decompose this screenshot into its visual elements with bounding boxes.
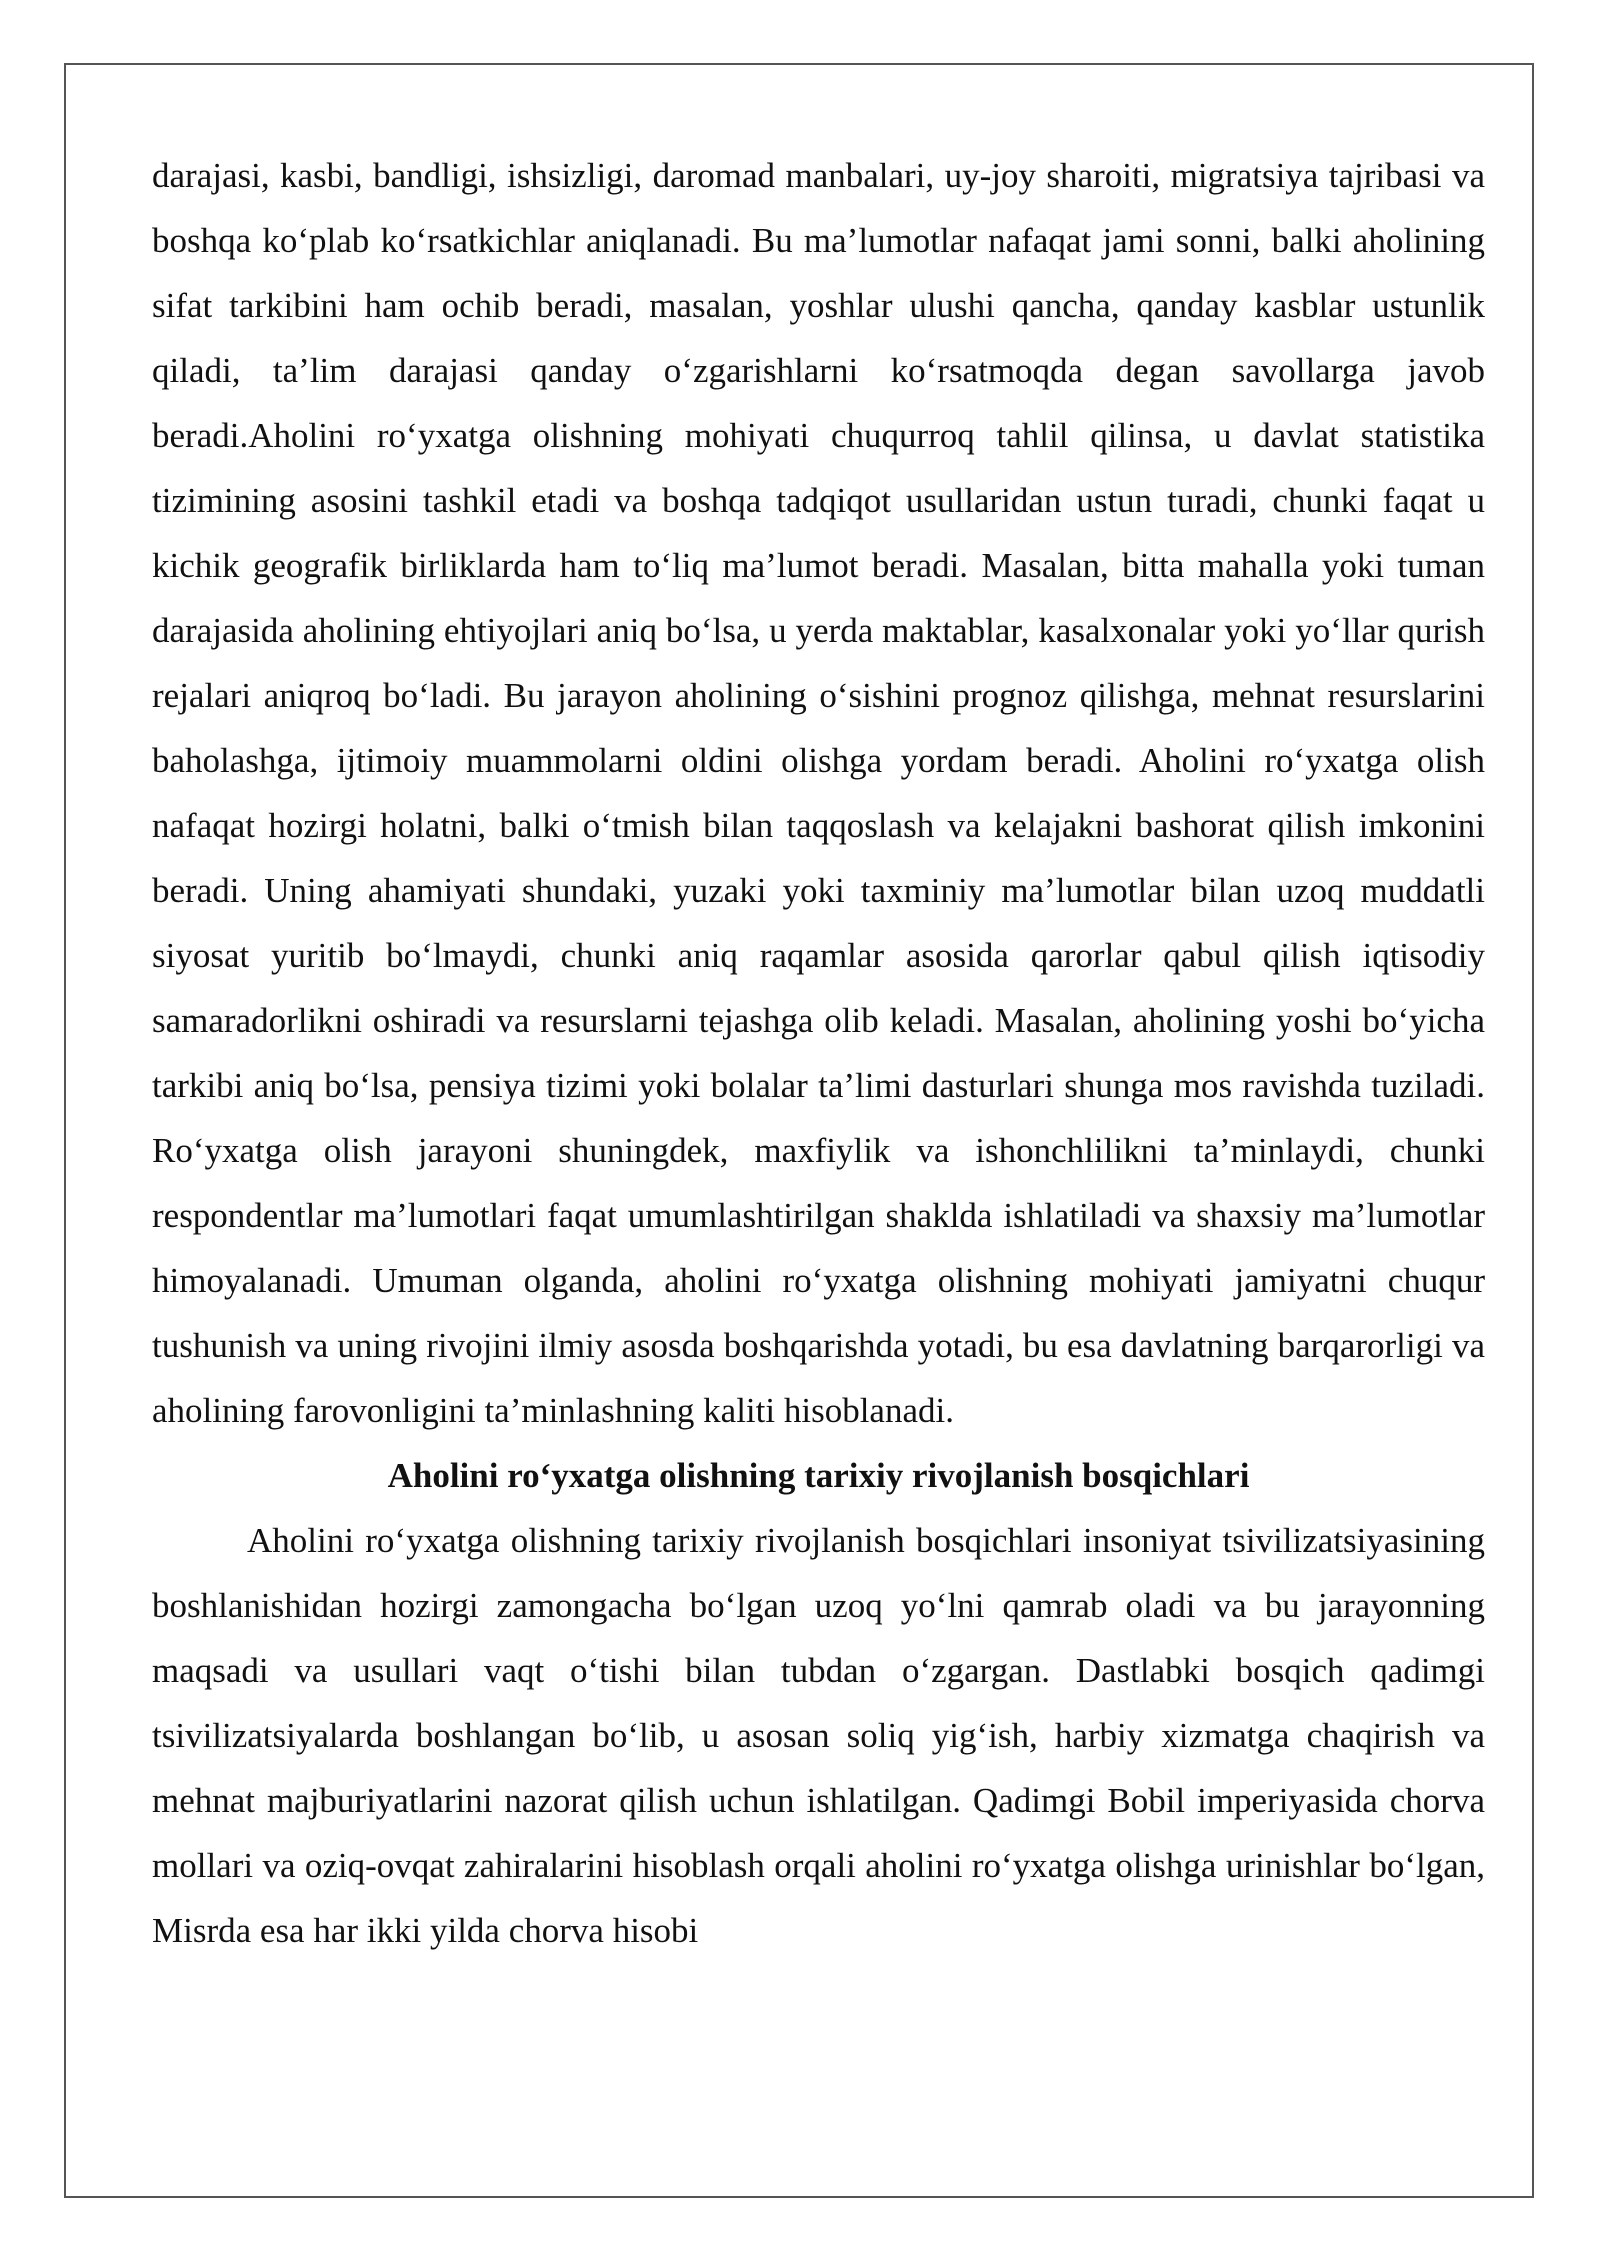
section-heading: Aholini ro‘yxatga olishning tarixiy rivojlanish bosqichlari	[387, 1456, 1250, 1495]
document-body	[152, 143, 1485, 1963]
body-paragraph: darajasi, kasbi, bandligi, ishsizligi, daromad manbalari, uy-joy sharoiti, migratsiya tajribasi va boshqa ko‘plab ko‘rsatkichlar aniqlanadi. Bu ma’lumotlar nafaqat jami sonni, balki aholining sifat tarkibini ham ochib beradi, masalan, yoshlar ulushi qancha, qanday kasblar ustunlik qiladi, ta’lim darajasi qanday o‘zgarishlarni ko‘rsatmoqda degan savollarga javob beradi.Aholini ro‘yxatga olishning mohiyati chuqurroq tahlil qilinsa, u davlat statistika tizimining asosini tashkil etadi va boshqa tadqiqot usullaridan ustun turadi, chunki faqat u kichik geografik birliklarda ham to‘liq ma’lumot beradi. Masalan, bitta mahalla yoki tuman darajasida aholining ehtiyojlari aniq bo‘lsa, u yerda maktablar, kasalxonalar yoki yo‘llar qurish rejalari aniqroq bo‘ladi. Bu jarayon aholining o‘sishini prognoz qilishga, mehnat resurslarini baholashga, ijtimoiy muammolarni oldini olishga yordam beradi. Aholini ro‘yxatga olish nafaqat hozirgi holatni, balki o‘tmish bilan taqqoslash va kelajakni bashorat qilish imkonini beradi. Uning ahamiyati shundaki, yuzaki yoki taxminiy ma’lumotlar bilan uzoq muddatli siyosat yuritib bo‘lmaydi, chunki aniq raqamlar asosida qarorlar qabul qilish iqtisodiy samaradorlikni oshiradi va resurslarni tejashga olib keladi. Masalan, aholining yoshi bo‘yicha tarkibi aniq bo‘lsa, pensiya tizimi yoki bolalar ta’limi dasturlari shunga mos ravishda tuziladi. Ro‘yxatga olish jarayoni shuningdek, maxfiylik va ishonchlilikni ta’minlaydi, chunki respondentlar ma’lumotlari faqat umumlashtirilgan shaklda ishlatiladi va shaxsiy ma’lumotlar himoyalanadi. Umuman olganda, aholini ro‘yxatga olishning mohiyati jamiyatni chuqur tushunish va uning rivojini ilmiy asosda boshqarishda yotadi, bu esa davlatning barqarorligi va aholining farovonligini ta’minlashning kaliti hisoblanadi.	[152, 156, 1485, 1430]
body-paragraph: Aholini ro‘yxatga olishning tarixiy rivojlanish bosqichlari insoniyat tsivilizatsiyasining boshlanishidan hozirgi zamongacha bo‘lgan uzoq yo‘lni qamrab oladi va bu jarayonning maqsadi va usullari vaqt o‘tishi bilan tubdan o‘zgargan. Dastlabki bosqich qadimgi tsivilizatsiyalarda boshlangan bo‘lib, u asosan soliq yig‘ish, harbiy xizmatga chaqirish va mehnat majburiyatlarini nazorat qilish uchun ishlatilgan. Qadimgi Bobil imperiyasida chorva mollari va oziq-ovqat zahiralarini hisoblash orqali aholini ro‘yxatga olishga urinishlar bo‘lgan, Misrda esa har ikki yilda chorva hisobi	[152, 1521, 1485, 1950]
